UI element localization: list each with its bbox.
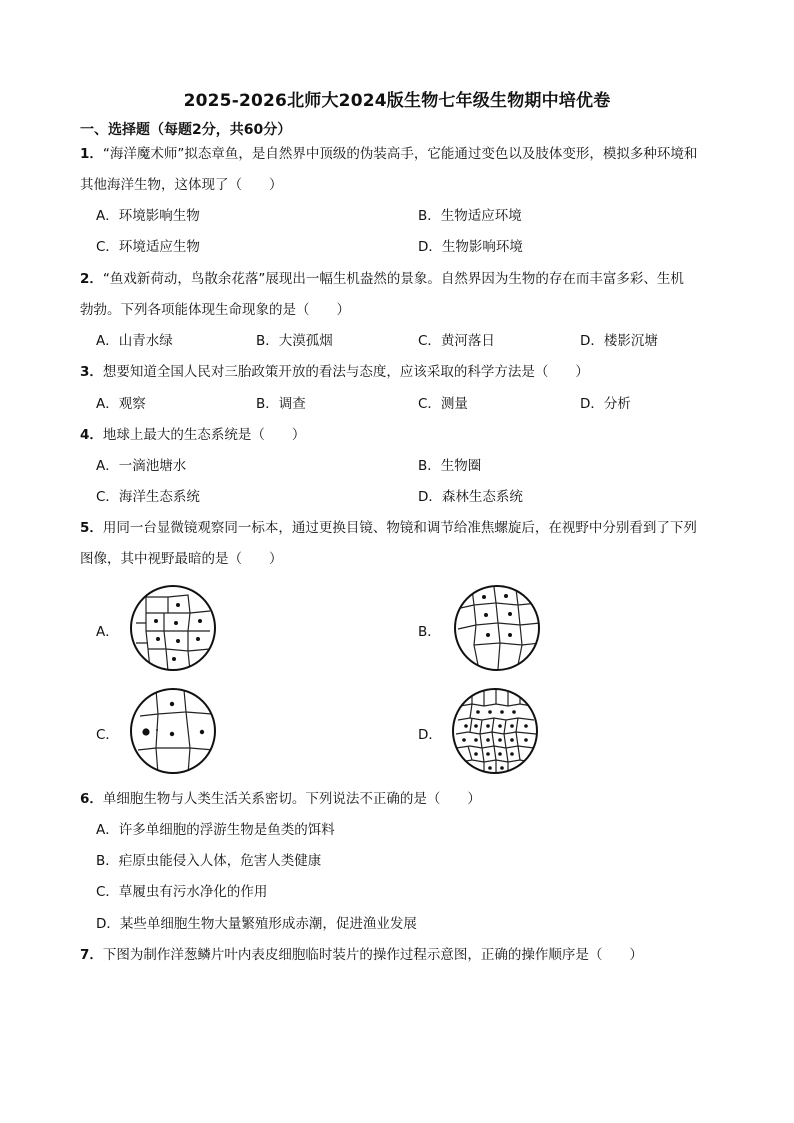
question-number: 3． [80, 364, 103, 380]
option-a[interactable]: A．观察 [96, 396, 146, 412]
option-c[interactable]: C．草履虫有污水净化的作用 [96, 884, 268, 900]
microscope-field-d-image[interactable] [450, 686, 540, 776]
option-d[interactable]: D．楼影沉塘 [580, 333, 658, 349]
question-text: “鱼戏新荷动，鸟散余花落”展现出一幅生机盎然的景象。自然界因为生物的存在而丰富多彩、生机 [102, 271, 684, 287]
option-d[interactable]: D．分析 [580, 396, 631, 412]
option-d[interactable]: D．某些单细胞生物大量繁殖形成赤潮，促进渔业发展 [96, 916, 417, 932]
question-text: “海洋魔术师”拟态章鱼，是自然界中顶级的伪装高手，它能通过变色以及肢体变形，模拟多种环境和 [102, 146, 698, 162]
page-title: 2025-2026北师大2024版生物七年级生物期中培优卷 [183, 91, 611, 111]
section-heading: 一、选择题（每题2分，共60分） [80, 122, 292, 138]
option-b[interactable]: B．调查 [256, 396, 306, 412]
question-7-stem [80, 946, 643, 964]
question-text: 地球上最大的生态系统是（ ） [102, 427, 306, 443]
option-d[interactable]: D．森林生态系统 [418, 489, 523, 505]
question-number: 7． [80, 947, 103, 963]
question-text: 单细胞生物与人类生活关系密切。下列说法不正确的是（ ） [102, 791, 481, 807]
option-c[interactable]: C．黄河落日 [418, 333, 495, 349]
question-4-stem [80, 426, 305, 444]
option-d[interactable]: D． [418, 727, 442, 743]
question-5-stem [80, 519, 697, 537]
question-text: 用同一台显微镜观察同一标本，通过更换目镜、物镜和调节给准焦螺旋后，在视野中分别看到了下列 [102, 520, 697, 536]
option-a[interactable]: A．环境影响生物 [96, 208, 200, 224]
question-number: 2． [80, 271, 103, 287]
option-d[interactable]: D．生物影响环境 [418, 239, 523, 255]
option-a[interactable]: A．许多单细胞的浮游生物是鱼类的饵料 [96, 822, 335, 838]
question-text: 想要知道全国人民对三胎政策开放的看法与态度，应该采取的科学方法是（ ） [102, 364, 589, 380]
option-a[interactable]: A．一滴池塘水 [96, 458, 187, 474]
option-c[interactable]: C． [96, 727, 119, 743]
question-2-stem [80, 270, 684, 288]
microscope-field-c-image[interactable] [128, 686, 218, 776]
question-number: 6． [80, 791, 103, 807]
option-b[interactable]: B．疟原虫能侵入人体，危害人类健康 [96, 853, 322, 869]
option-c[interactable]: C．环境适应生物 [96, 239, 200, 255]
question-3-stem [80, 363, 589, 381]
option-a[interactable]: A．山青水绿 [96, 333, 173, 349]
question-1-stem [80, 145, 697, 163]
question-number: 1． [80, 146, 103, 162]
option-c[interactable]: C．测量 [418, 396, 468, 412]
question-number: 5． [80, 520, 103, 536]
microscope-field-a-image[interactable] [128, 583, 218, 673]
question-6-stem [80, 790, 481, 808]
option-b[interactable]: B．大漠孤烟 [256, 333, 333, 349]
question-text-continued: 勃勃。下列各项能体现生命现象的是（ ） [80, 302, 350, 318]
option-b[interactable]: B．生物适应环境 [418, 208, 522, 224]
option-c[interactable]: C．海洋生态系统 [96, 489, 200, 505]
option-b[interactable]: B． [418, 624, 441, 640]
microscope-field-b-image[interactable] [452, 583, 542, 673]
question-text: 下图为制作洋葱鳞片叶内表皮细胞临时装片的操作过程示意图，正确的操作顺序是（ ） [102, 947, 643, 963]
option-b[interactable]: B．生物圈 [418, 458, 482, 474]
question-text-continued: 其他海洋生物，这体现了（ ） [80, 177, 283, 193]
question-number: 4． [80, 427, 103, 443]
option-a[interactable]: A． [96, 624, 119, 640]
question-text-continued: 图像，其中视野最暗的是（ ） [80, 551, 283, 567]
